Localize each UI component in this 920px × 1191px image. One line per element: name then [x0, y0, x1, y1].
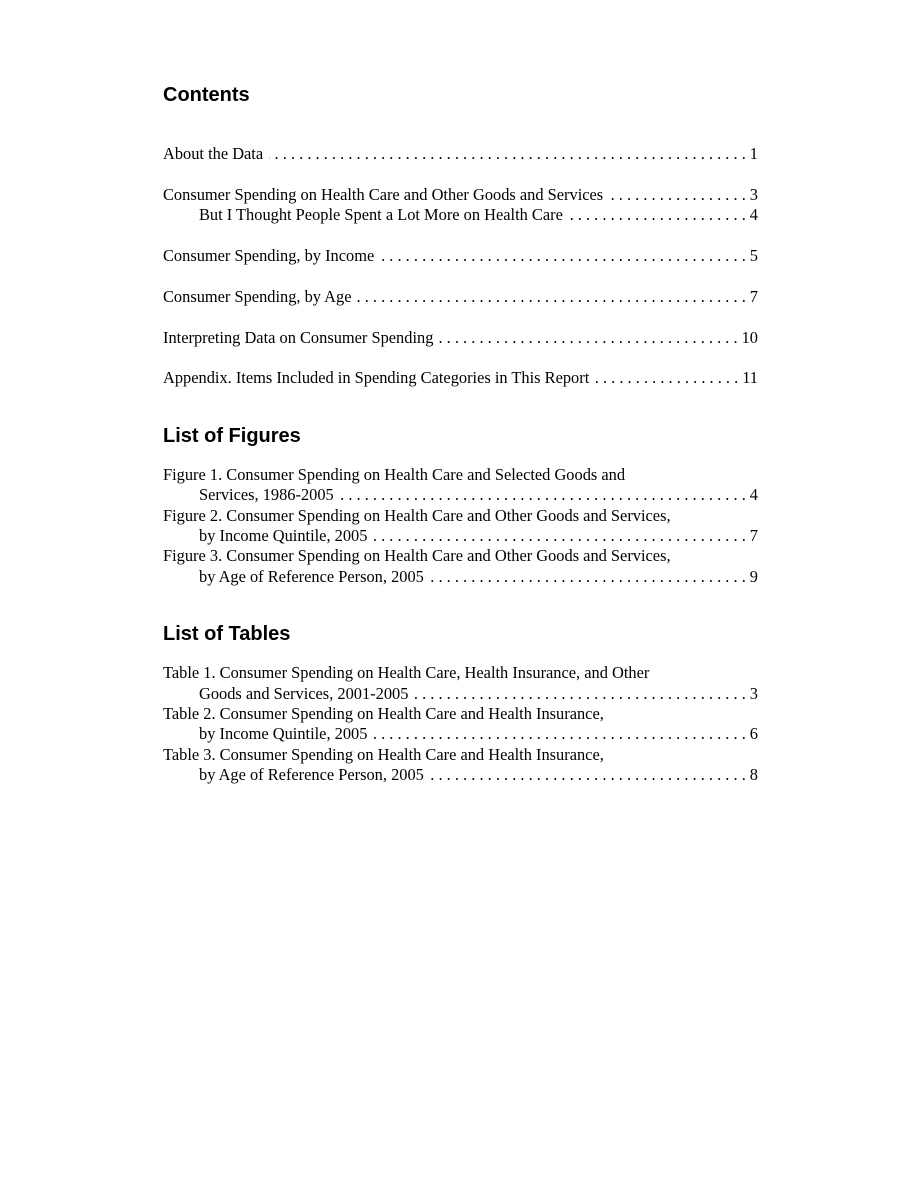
dot-leader [340, 485, 746, 505]
toc-entry-page: 7 [749, 286, 758, 306]
table-entry[interactable] [163, 663, 758, 704]
table-entry-page: 3 [749, 683, 758, 703]
contents-list [163, 144, 758, 389]
table-entry-line1: Table 3. Consumer Spending on Health Care and Health Insurance, [163, 744, 604, 764]
figure-entry-title: Services, 1986-2005 [199, 485, 334, 505]
figure-entry-page: 7 [749, 526, 758, 546]
contents-heading: Contents [163, 84, 250, 106]
toc-entry-title: Consumer Spending, by Age [163, 286, 352, 306]
toc-entry[interactable] [163, 185, 758, 205]
figures-heading: List of Figures [163, 424, 301, 447]
figure-entry-line2 [163, 526, 758, 546]
figure-entry-line1: Figure 2. Consumer Spending on Health Care and Other Goods and Services, [163, 505, 671, 525]
toc-entry[interactable] [163, 246, 758, 266]
table-entry-title: by Income Quintile, 2005 [199, 724, 368, 744]
toc-entry-page: 11 [742, 368, 758, 388]
toc-entry-page: 1 [749, 144, 758, 163]
toc-entry-page: 10 [741, 327, 758, 347]
table-entry[interactable] [163, 704, 758, 745]
table-entry[interactable] [163, 745, 758, 786]
toc-entry-page: 5 [749, 246, 758, 265]
toc-entry-title: Consumer Spending, by Income [163, 246, 375, 265]
figure-entry-line2 [163, 485, 758, 505]
tables-list [163, 663, 758, 785]
toc-entry-title: Appendix. Items Included in Spending Categories in This Report [163, 368, 590, 388]
dot-leader [380, 246, 746, 266]
figure-entry[interactable] [163, 465, 758, 506]
toc-entry-title: Interpreting Data on Consumer Spending [163, 327, 434, 347]
figure-entry[interactable] [163, 546, 758, 587]
toc-page [163, 82, 758, 786]
figure-entry-title: by Age of Reference Person, 2005 [199, 566, 424, 586]
dot-leader [609, 185, 746, 205]
toc-entry[interactable] [163, 287, 758, 307]
dot-leader [595, 368, 738, 388]
toc-entry-title: But I Thought People Spent a Lot More on Health Care [199, 205, 563, 225]
toc-entry[interactable] [163, 328, 758, 348]
dot-leader [439, 328, 737, 348]
table-entry-page: 6 [749, 724, 758, 744]
toc-entry-page: 4 [749, 205, 758, 225]
toc-entry-title: About the Data [163, 144, 264, 163]
dot-leader [373, 526, 745, 546]
figure-entry-line1: Figure 3. Consumer Spending on Health Care and Other Goods and Services, [163, 546, 671, 566]
dot-leader [430, 567, 746, 587]
figures-list [163, 465, 758, 587]
figure-entry-page: 4 [749, 485, 758, 505]
figure-entry-page: 9 [749, 566, 758, 586]
dot-leader [357, 287, 745, 307]
toc-entry[interactable] [163, 368, 758, 388]
table-entry-line1: Table 2. Consumer Spending on Health Care and Health Insurance, [163, 704, 604, 724]
figure-entry[interactable] [163, 506, 758, 547]
table-entry-title: Goods and Services, 2001-2005 [199, 683, 409, 703]
dot-leader [373, 724, 745, 744]
toc-subentry[interactable] [163, 205, 758, 225]
table-entry-line2 [163, 684, 758, 704]
table-entry-title: by Age of Reference Person, 2005 [199, 765, 424, 785]
dot-leader [430, 765, 746, 785]
figure-entry-line1: Figure 1. Consumer Spending on Health Care and Selected Goods and [163, 464, 626, 484]
dot-leader [269, 144, 746, 164]
table-entry-page: 8 [749, 765, 758, 785]
toc-entry-title: Consumer Spending on Health Care and Other Goods and Services [163, 184, 604, 204]
dot-leader [414, 684, 745, 704]
toc-entry-page: 3 [749, 184, 758, 204]
table-entry-line2 [163, 765, 758, 785]
dot-leader [569, 205, 746, 225]
table-entry-line2 [163, 724, 758, 744]
figure-entry-line2 [163, 567, 758, 587]
toc-entry[interactable] [163, 144, 758, 164]
table-entry-line1: Table 1. Consumer Spending on Health Care, Health Insurance, and Other [163, 663, 650, 683]
tables-heading: List of Tables [163, 623, 291, 646]
figure-entry-title: by Income Quintile, 2005 [199, 526, 368, 546]
